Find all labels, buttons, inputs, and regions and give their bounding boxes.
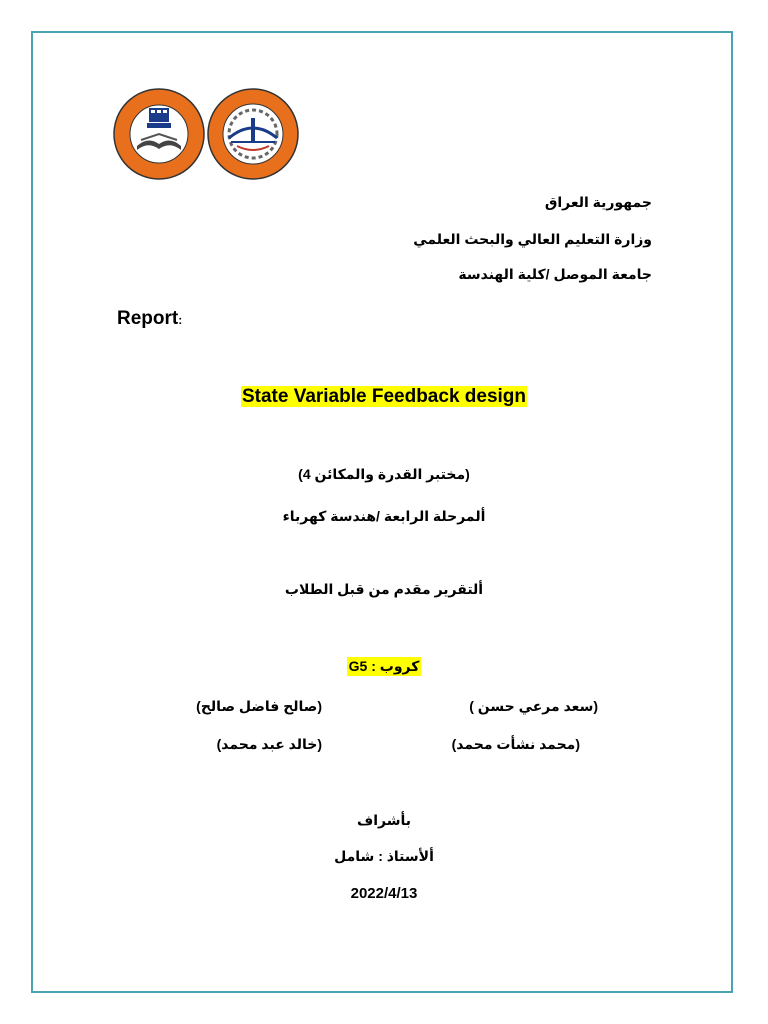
report-label: Report: [117, 308, 183, 329]
college-of-engineering-logo [207, 88, 299, 180]
student-name: (سعد مرعي حسن ) [469, 698, 598, 714]
report-title-row [0, 386, 768, 408]
report-title: State Variable Feedback design [241, 386, 527, 407]
supervisor-name: ألأستاذ : شامل [334, 848, 434, 864]
student-name: (صالح فاضل صالح) [196, 698, 322, 714]
student-name: (محمد نشأت محمد) [451, 736, 580, 752]
header-line-ministry: وزارة التعليم العالي والبحث العلمي [413, 231, 652, 247]
submitted-by: ألتقرير مقدم من قبل الطلاب [284, 581, 484, 597]
report-date: 2022/4/13 [350, 885, 418, 902]
student-name: (خالد عبد محمد) [216, 736, 322, 752]
header-line-country: جمهورية العراق [544, 194, 652, 210]
header-line-university: جامعة الموصل /كلية الهندسة [458, 266, 652, 282]
supervision-label: بأشراف [356, 812, 412, 828]
group-label: كروب : G5 [348, 658, 420, 674]
university-of-mosul-logo [113, 88, 205, 180]
group-row [0, 657, 768, 676]
stage-department: ألمرحلة الرابعة /هندسة كهرباء [282, 508, 486, 524]
lab-name: (مختبر القدرة والمكائن 4) [298, 466, 470, 482]
